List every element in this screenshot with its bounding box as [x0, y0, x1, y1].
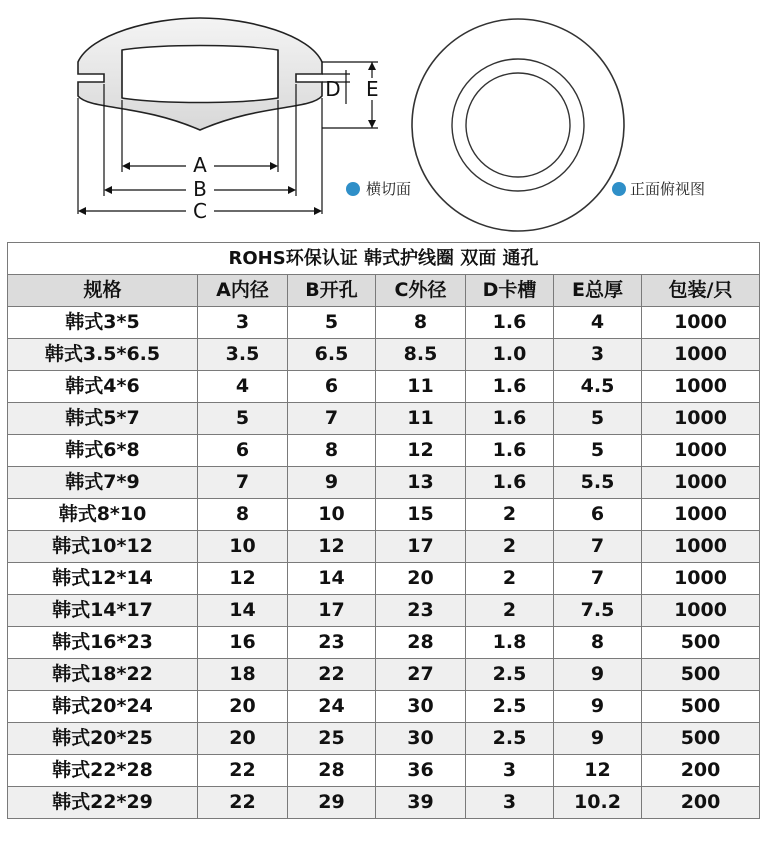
cell-b: 14 [288, 563, 376, 595]
cell-package: 200 [642, 787, 760, 819]
header-a: A内径 [198, 275, 288, 307]
cell-e: 7 [554, 563, 642, 595]
cell-b: 6.5 [288, 339, 376, 371]
table-row [8, 403, 760, 435]
cell-e: 8 [554, 627, 642, 659]
cell-a: 6 [198, 435, 288, 467]
cell-a: 22 [198, 755, 288, 787]
header-spec: 规格 [8, 275, 198, 307]
cell-b: 6 [288, 371, 376, 403]
cell-b: 9 [288, 467, 376, 499]
cell-d: 2.5 [466, 659, 554, 691]
cell-b: 28 [288, 755, 376, 787]
cell-b: 7 [288, 403, 376, 435]
cell-c: 23 [376, 595, 466, 627]
dim-label-a: A [193, 153, 207, 177]
cell-a: 12 [198, 563, 288, 595]
cell-a: 20 [198, 691, 288, 723]
cell-package: 1000 [642, 435, 760, 467]
cell-e: 9 [554, 659, 642, 691]
cell-a: 16 [198, 627, 288, 659]
cell-spec: 韩式18*22 [8, 659, 198, 691]
cell-b: 25 [288, 723, 376, 755]
cell-e: 12 [554, 755, 642, 787]
dim-label-b: B [193, 177, 207, 201]
grommet-drawing [0, 0, 766, 240]
cell-b: 22 [288, 659, 376, 691]
cell-c: 11 [376, 371, 466, 403]
cell-c: 36 [376, 755, 466, 787]
cell-package: 500 [642, 691, 760, 723]
front-view [412, 19, 624, 231]
cell-spec: 韩式22*29 [8, 787, 198, 819]
table-row [8, 787, 760, 819]
cell-e: 7.5 [554, 595, 642, 627]
dim-label-d: D [325, 77, 341, 101]
cell-b: 5 [288, 307, 376, 339]
cell-c: 39 [376, 787, 466, 819]
cell-package: 1000 [642, 499, 760, 531]
cell-spec: 韩式12*14 [8, 563, 198, 595]
cell-a: 8 [198, 499, 288, 531]
cell-d: 1.0 [466, 339, 554, 371]
header-e: E总厚 [554, 275, 642, 307]
cell-c: 12 [376, 435, 466, 467]
dim-label-e: E [366, 77, 379, 101]
legend-dot-front-view [612, 182, 626, 196]
cell-spec: 韩式16*23 [8, 627, 198, 659]
cell-a: 3.5 [198, 339, 288, 371]
table-header-row [8, 275, 760, 307]
cell-d: 3 [466, 787, 554, 819]
cell-spec: 韩式6*8 [8, 435, 198, 467]
cell-package: 500 [642, 723, 760, 755]
table-row [8, 531, 760, 563]
cell-e: 9 [554, 691, 642, 723]
cell-e: 5 [554, 403, 642, 435]
cell-e: 4 [554, 307, 642, 339]
cell-spec: 韩式3*5 [8, 307, 198, 339]
cell-a: 14 [198, 595, 288, 627]
cell-b: 17 [288, 595, 376, 627]
cell-package: 1000 [642, 307, 760, 339]
cell-package: 200 [642, 755, 760, 787]
cell-spec: 韩式20*25 [8, 723, 198, 755]
table-row [8, 499, 760, 531]
table-row [8, 627, 760, 659]
cell-e: 5 [554, 435, 642, 467]
table-row [8, 435, 760, 467]
cell-e: 9 [554, 723, 642, 755]
cell-d: 1.6 [466, 435, 554, 467]
cell-c: 30 [376, 723, 466, 755]
header-c: C外径 [376, 275, 466, 307]
table-row [8, 563, 760, 595]
cell-a: 7 [198, 467, 288, 499]
cell-c: 30 [376, 691, 466, 723]
cell-a: 18 [198, 659, 288, 691]
cell-d: 2 [466, 595, 554, 627]
table-row [8, 307, 760, 339]
legend-label-cross-section: 横切面 [366, 180, 412, 198]
cell-d: 2.5 [466, 691, 554, 723]
cell-spec: 韩式22*28 [8, 755, 198, 787]
table-row [8, 467, 760, 499]
cell-d: 1.6 [466, 467, 554, 499]
cell-a: 10 [198, 531, 288, 563]
table-body [8, 243, 760, 819]
cell-spec: 韩式10*12 [8, 531, 198, 563]
cell-a: 4 [198, 371, 288, 403]
cell-e: 10.2 [554, 787, 642, 819]
cell-package: 1000 [642, 371, 760, 403]
table-row [8, 339, 760, 371]
cell-package: 1000 [642, 563, 760, 595]
table-row [8, 691, 760, 723]
cell-d: 1.6 [466, 403, 554, 435]
cell-d: 2 [466, 563, 554, 595]
cross-section-view [78, 18, 379, 223]
cell-b: 23 [288, 627, 376, 659]
cell-c: 8.5 [376, 339, 466, 371]
cell-d: 1.6 [466, 307, 554, 339]
cell-c: 17 [376, 531, 466, 563]
dim-label-c: C [193, 199, 207, 223]
header-b: B开孔 [288, 275, 376, 307]
table-row [8, 371, 760, 403]
cell-c: 13 [376, 467, 466, 499]
cell-b: 10 [288, 499, 376, 531]
cell-package: 1000 [642, 595, 760, 627]
cell-d: 2.5 [466, 723, 554, 755]
cell-a: 20 [198, 723, 288, 755]
grommet-diagram [0, 0, 766, 240]
cell-spec: 韩式20*24 [8, 691, 198, 723]
cell-spec: 韩式4*6 [8, 371, 198, 403]
cell-c: 20 [376, 563, 466, 595]
cell-b: 29 [288, 787, 376, 819]
legend-dot-cross-section [346, 182, 360, 196]
header-d: D卡槽 [466, 275, 554, 307]
cell-package: 1000 [642, 403, 760, 435]
cell-d: 1.6 [466, 371, 554, 403]
cell-d: 3 [466, 755, 554, 787]
table-row [8, 755, 760, 787]
cell-e: 5.5 [554, 467, 642, 499]
spec-table [7, 242, 760, 819]
table-title: ROHS环保认证 韩式护线圈 双面 通孔 [8, 243, 760, 275]
cell-a: 5 [198, 403, 288, 435]
table-row [8, 595, 760, 627]
cell-e: 3 [554, 339, 642, 371]
cell-c: 8 [376, 307, 466, 339]
table-row [8, 659, 760, 691]
cell-package: 1000 [642, 339, 760, 371]
cell-a: 3 [198, 307, 288, 339]
cell-spec: 韩式5*7 [8, 403, 198, 435]
cell-spec: 韩式8*10 [8, 499, 198, 531]
cell-e: 4.5 [554, 371, 642, 403]
legend-label-front-view: 正面俯视图 [630, 180, 706, 198]
cell-c: 27 [376, 659, 466, 691]
cell-spec: 韩式7*9 [8, 467, 198, 499]
cell-c: 15 [376, 499, 466, 531]
cell-c: 11 [376, 403, 466, 435]
cell-package: 500 [642, 627, 760, 659]
cell-b: 24 [288, 691, 376, 723]
table-row [8, 723, 760, 755]
cell-d: 2 [466, 499, 554, 531]
cell-a: 22 [198, 787, 288, 819]
header-package: 包装/只 [642, 275, 760, 307]
cell-c: 28 [376, 627, 466, 659]
cell-package: 500 [642, 659, 760, 691]
cell-d: 1.8 [466, 627, 554, 659]
cell-spec: 韩式3.5*6.5 [8, 339, 198, 371]
cell-package: 1000 [642, 531, 760, 563]
cell-b: 12 [288, 531, 376, 563]
cell-e: 6 [554, 499, 642, 531]
cell-d: 2 [466, 531, 554, 563]
table-title-row [8, 243, 760, 275]
cell-spec: 韩式14*17 [8, 595, 198, 627]
cell-b: 8 [288, 435, 376, 467]
cell-e: 7 [554, 531, 642, 563]
cell-package: 1000 [642, 467, 760, 499]
